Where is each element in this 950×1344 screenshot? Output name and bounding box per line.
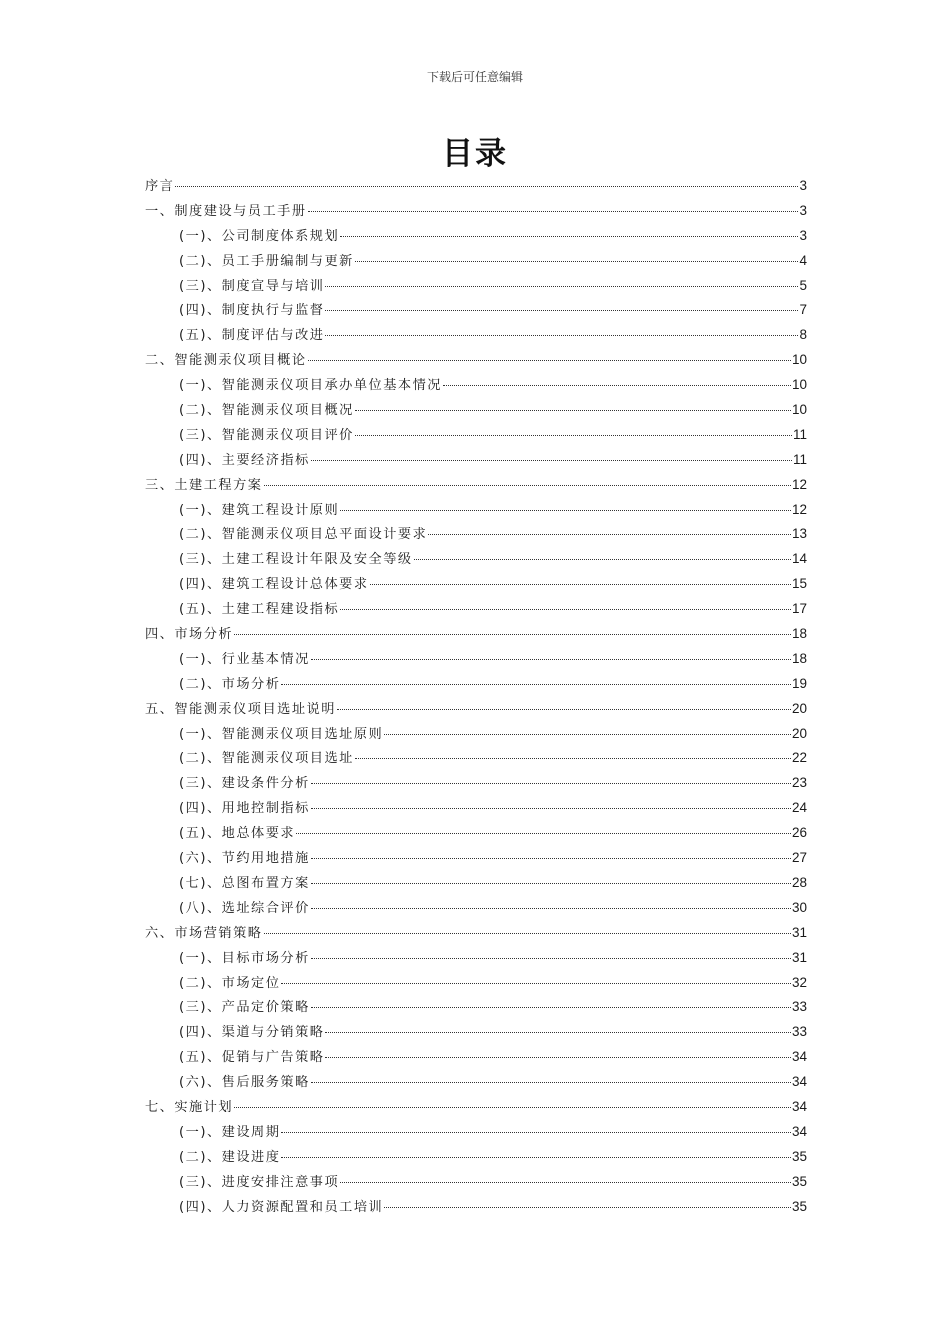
- toc-entry-label: (四)、人力资源配置和员工培训: [179, 1199, 384, 1215]
- toc-dot-leader: [325, 1031, 790, 1033]
- toc-entry-label: 七、实施计划: [145, 1099, 234, 1115]
- toc-dot-leader: [311, 1006, 791, 1008]
- toc-entry[interactable]: [145, 771, 807, 796]
- toc-dot-leader: [175, 185, 798, 187]
- toc-dot-leader: [264, 932, 791, 934]
- toc-entry[interactable]: [145, 722, 807, 747]
- toc-dot-leader: [340, 509, 791, 511]
- toc-dot-leader: [325, 1056, 790, 1058]
- toc-entry-page: 31: [791, 949, 807, 965]
- toc-entry-page: 24: [791, 800, 807, 816]
- toc-entry[interactable]: [145, 846, 807, 871]
- toc-dot-leader: [325, 334, 798, 336]
- toc-dot-leader: [311, 882, 791, 884]
- toc-entry-page: 35: [791, 1173, 807, 1189]
- toc-entry-label: (二)、智能测汞仪项目概况: [179, 403, 354, 419]
- table-of-contents: [145, 174, 807, 1219]
- toc-dot-leader: [234, 633, 791, 635]
- toc-entry[interactable]: [145, 1145, 807, 1170]
- toc-entry[interactable]: [145, 249, 807, 274]
- toc-entry-page: 3: [799, 178, 807, 193]
- toc-entry-page: 10: [791, 377, 807, 393]
- toc-entry-page: 13: [791, 526, 807, 542]
- toc-entry[interactable]: [145, 448, 807, 473]
- toc-entry[interactable]: [145, 896, 807, 921]
- toc-entry[interactable]: [145, 572, 807, 597]
- toc-dot-leader: [370, 583, 791, 585]
- toc-entry-label: 二、智能测汞仪项目概论: [145, 353, 307, 369]
- toc-entry-page: 33: [791, 999, 807, 1015]
- toc-entry-label: (一)、目标市场分析: [179, 950, 310, 966]
- toc-entry-page: 18: [791, 626, 807, 642]
- toc-entry[interactable]: [145, 1195, 807, 1220]
- toc-entry-page: 19: [791, 675, 807, 691]
- toc-entry-label: 五、智能测汞仪项目选址说明: [145, 701, 336, 717]
- toc-dot-leader: [325, 285, 798, 287]
- toc-dot-leader: [311, 957, 791, 959]
- toc-entry-label: (二)、智能测汞仪项目选址: [179, 751, 354, 767]
- toc-entry-label: (三)、建设条件分析: [179, 776, 310, 792]
- toc-dot-leader: [311, 857, 791, 859]
- toc-entry-page: 12: [791, 476, 807, 492]
- toc-entry-label: (二)、市场分析: [179, 676, 281, 692]
- toc-dot-leader: [355, 434, 792, 436]
- toc-dot-leader: [281, 1131, 791, 1133]
- toc-entry[interactable]: [145, 298, 807, 323]
- toc-entry-label: (五)、促销与广告策略: [179, 1050, 325, 1066]
- toc-dot-leader: [384, 1206, 791, 1208]
- toc-entry-page: 3: [799, 227, 807, 243]
- toc-entry-label: (一)、建设周期: [179, 1124, 281, 1140]
- toc-entry-label: (一)、智能测汞仪项目选址原则: [179, 726, 384, 742]
- toc-entry-label: 三、土建工程方案: [145, 477, 263, 493]
- toc-entry-label: 四、市场分析: [145, 627, 234, 643]
- toc-entry-page: 26: [791, 825, 807, 841]
- toc-entry-label: (四)、用地控制指标: [179, 801, 310, 817]
- header-note: 下载后可任意编辑: [426, 70, 523, 84]
- toc-entry[interactable]: [145, 597, 807, 622]
- toc-title: 目录: [442, 136, 508, 172]
- toc-entry-page: 7: [799, 302, 807, 318]
- toc-entry[interactable]: [145, 473, 807, 498]
- toc-entry-page: 27: [791, 850, 807, 866]
- toc-entry-label: (五)、地总体要求: [179, 826, 296, 842]
- toc-dot-leader: [340, 235, 798, 237]
- toc-dot-leader: [443, 384, 791, 386]
- toc-entry[interactable]: [145, 971, 807, 996]
- toc-entry[interactable]: [145, 1070, 807, 1095]
- toc-entry-label: (五)、制度评估与改进: [179, 328, 325, 344]
- toc-dot-leader: [308, 359, 791, 361]
- toc-entry-page: 11: [792, 451, 807, 467]
- toc-entry[interactable]: [145, 348, 807, 373]
- toc-entry-label: (四)、建筑工程设计总体要求: [179, 577, 369, 593]
- toc-entry[interactable]: [145, 547, 807, 572]
- toc-entry-page: 18: [791, 650, 807, 666]
- toc-entry-label: (四)、制度执行与监督: [179, 303, 325, 319]
- toc-entry-page: 31: [791, 924, 807, 940]
- toc-entry-page: 23: [791, 775, 807, 791]
- toc-entry-label: (二)、市场定位: [179, 975, 281, 991]
- toc-dot-leader: [355, 260, 799, 262]
- toc-entry-label: (三)、进度安排注意事项: [179, 1174, 340, 1190]
- toc-dot-leader: [340, 1181, 791, 1183]
- toc-entry[interactable]: [145, 373, 807, 398]
- toc-entry[interactable]: [145, 274, 807, 299]
- toc-entry-label: (二)、员工手册编制与更新: [179, 253, 354, 269]
- toc-dot-leader: [311, 459, 792, 461]
- toc-entry[interactable]: [145, 647, 807, 672]
- toc-entry-page: 35: [791, 1148, 807, 1164]
- toc-entry[interactable]: [145, 423, 807, 448]
- toc-entry-label: 一、制度建设与员工手册: [145, 203, 307, 219]
- toc-dot-leader: [428, 533, 791, 535]
- toc-entry-page: 14: [791, 551, 807, 567]
- toc-entry-label: (七)、总图布置方案: [179, 875, 310, 891]
- toc-entry-label: 六、市场营销策略: [145, 925, 263, 941]
- toc-entry-page: 12: [791, 501, 807, 517]
- toc-dot-leader: [296, 832, 791, 834]
- toc-entry-page: 30: [791, 899, 807, 915]
- toc-entry-page: 28: [791, 874, 807, 890]
- toc-entry[interactable]: [145, 921, 807, 946]
- toc-dot-leader: [311, 907, 791, 909]
- toc-entry[interactable]: [145, 796, 807, 821]
- toc-entry[interactable]: [145, 1045, 807, 1070]
- toc-entry-page: 34: [791, 1074, 807, 1090]
- toc-entry-page: 17: [791, 601, 807, 617]
- toc-dot-leader: [311, 658, 791, 660]
- toc-entry-page: 3: [799, 202, 807, 218]
- toc-dot-leader: [414, 558, 791, 560]
- toc-entry-label: (二)、智能测汞仪项目总平面设计要求: [179, 527, 428, 543]
- toc-entry-label: (三)、土建工程设计年限及安全等级: [179, 552, 413, 568]
- toc-entry[interactable]: [145, 697, 807, 722]
- toc-entry[interactable]: [145, 946, 807, 971]
- toc-entry-page: 34: [791, 1049, 807, 1065]
- toc-entry-page: 10: [791, 352, 807, 368]
- toc-entry-label: (六)、售后服务策略: [179, 1075, 310, 1091]
- toc-entry[interactable]: [145, 871, 807, 896]
- toc-entry-label: (六)、节约用地措施: [179, 851, 310, 867]
- toc-entry[interactable]: [145, 1095, 807, 1120]
- toc-entry-page: 11: [792, 426, 807, 442]
- toc-entry-label: (八)、选址综合评价: [179, 900, 310, 916]
- toc-entry[interactable]: [145, 522, 807, 547]
- toc-entry-page: 35: [791, 1198, 807, 1214]
- toc-entry-page: 5: [799, 277, 807, 293]
- toc-entry-page: 8: [799, 327, 807, 343]
- toc-entry-label: (一)、公司制度体系规划: [179, 228, 340, 244]
- toc-entry[interactable]: [145, 174, 807, 199]
- toc-dot-leader: [340, 608, 791, 610]
- toc-entry[interactable]: [145, 672, 807, 697]
- toc-entry[interactable]: [145, 1120, 807, 1145]
- toc-dot-leader: [264, 484, 791, 486]
- toc-entry-label: (一)、行业基本情况: [179, 651, 310, 667]
- toc-entry-label: (三)、智能测汞仪项目评价: [179, 427, 354, 443]
- toc-entry[interactable]: [145, 1020, 807, 1045]
- toc-dot-leader: [384, 733, 791, 735]
- toc-dot-leader: [355, 409, 791, 411]
- toc-entry-page: 15: [791, 576, 807, 592]
- toc-entry-label: (二)、建设进度: [179, 1149, 281, 1165]
- toc-entry[interactable]: [145, 224, 807, 249]
- toc-dot-leader: [325, 309, 798, 311]
- toc-entry-label: 序言: [145, 179, 175, 194]
- toc-entry-label: (一)、智能测汞仪项目承办单位基本情况: [179, 378, 442, 394]
- toc-dot-leader: [337, 708, 791, 710]
- toc-entry-label: (一)、建筑工程设计原则: [179, 502, 340, 518]
- toc-dot-leader: [234, 1106, 791, 1108]
- toc-entry-page: 10: [791, 402, 807, 418]
- toc-entry-page: 22: [791, 750, 807, 766]
- toc-entry-label: (四)、主要经济指标: [179, 452, 310, 468]
- toc-entry-page: 20: [791, 700, 807, 716]
- toc-dot-leader: [311, 1081, 791, 1083]
- toc-dot-leader: [311, 807, 791, 809]
- toc-entry[interactable]: [145, 821, 807, 846]
- toc-entry[interactable]: [145, 498, 807, 523]
- toc-entry[interactable]: [145, 746, 807, 771]
- toc-dot-leader: [281, 683, 791, 685]
- toc-dot-leader: [281, 982, 791, 984]
- toc-entry-page: 4: [799, 252, 807, 268]
- toc-entry[interactable]: [145, 199, 807, 224]
- toc-entry[interactable]: [145, 622, 807, 647]
- toc-entry-page: 32: [791, 974, 807, 990]
- toc-entry[interactable]: [145, 1170, 807, 1195]
- toc-entry[interactable]: [145, 995, 807, 1020]
- toc-entry-page: 33: [791, 1024, 807, 1040]
- toc-entry[interactable]: [145, 323, 807, 348]
- toc-dot-leader: [308, 210, 799, 212]
- toc-entry-label: (四)、渠道与分销策略: [179, 1025, 325, 1041]
- toc-entry-label: (三)、产品定价策略: [179, 1000, 310, 1016]
- toc-entry[interactable]: [145, 398, 807, 423]
- toc-entry-label: (三)、制度宣导与培训: [179, 278, 325, 294]
- toc-dot-leader: [355, 757, 791, 759]
- toc-entry-page: 34: [791, 1123, 807, 1139]
- toc-entry-label: (五)、土建工程建设指标: [179, 602, 340, 618]
- toc-dot-leader: [311, 782, 791, 784]
- toc-entry-page: 34: [791, 1098, 807, 1114]
- toc-entry-page: 20: [791, 725, 807, 741]
- toc-dot-leader: [281, 1156, 791, 1158]
